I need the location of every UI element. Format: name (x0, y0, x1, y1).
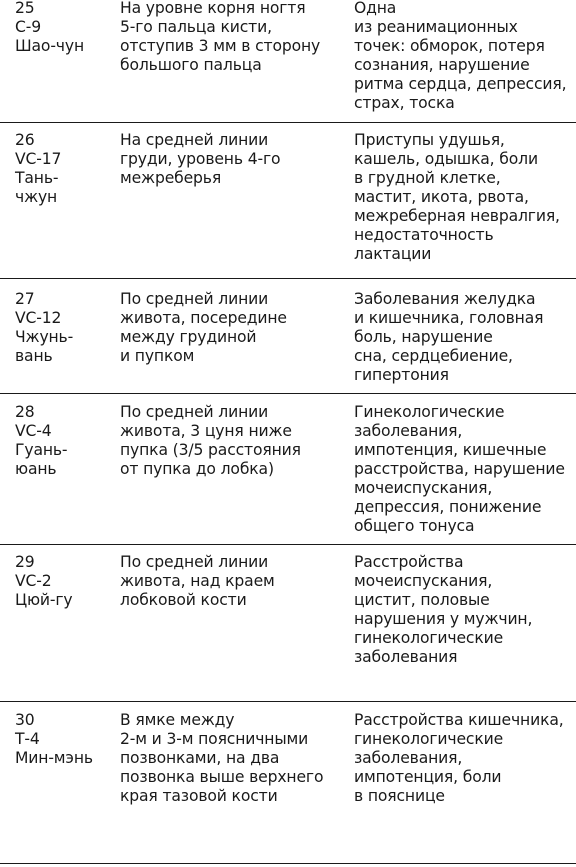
indication-line: гинекологические (354, 730, 504, 748)
point-id-cell (15, 0, 113, 56)
location-line: от пупка до лобка) (120, 460, 274, 478)
indication-line: боль, нарушение (354, 328, 493, 346)
indication-line: заболевания, (354, 422, 463, 440)
location-line: В ямке между (120, 711, 235, 729)
indication-line: Приступы удушья, (354, 131, 505, 149)
location-line: По средней линии (120, 403, 269, 421)
location-line: лобковой кости (120, 591, 247, 609)
indication-line: мочеиспускания, (354, 572, 493, 590)
location-line: межреберья (120, 169, 222, 187)
row-divider (0, 544, 576, 545)
location-line: большого пальца (120, 56, 262, 74)
indications-cell (354, 290, 576, 385)
point-name: Цюй-гу (15, 591, 73, 609)
point-number: 25 (15, 0, 35, 17)
indication-line: кашель, одышка, боли (354, 150, 538, 168)
location-line: груди, уровень 4-го (120, 150, 281, 168)
indication-line: заболевания, (354, 749, 463, 767)
point-code: VC-17 (15, 150, 62, 168)
indication-line: межреберная невралгия, (354, 207, 560, 225)
point-code: Т-4 (15, 730, 40, 748)
location-line: живота, 3 цуня ниже (120, 422, 292, 440)
location-cell (120, 131, 348, 188)
point-id-cell (15, 553, 113, 610)
location-cell (120, 403, 348, 479)
location-line: По средней линии (120, 290, 269, 308)
point-code: С-9 (15, 18, 41, 36)
location-line: отступив 3 мм в сторону (120, 37, 321, 55)
indication-line: сна, сердцебиение, (354, 347, 513, 365)
location-line: живота, посередине (120, 309, 287, 327)
indication-line: импотенция, боли (354, 768, 502, 786)
indication-line: недостаточность (354, 226, 494, 244)
indication-line: заболевания (354, 648, 458, 666)
point-id-cell (15, 131, 113, 207)
indication-line: из реанимационных (354, 18, 518, 36)
point-id-cell (15, 403, 113, 479)
point-code: VC-2 (15, 572, 52, 590)
location-line: пупка (3/5 расстояния (120, 441, 301, 459)
row-divider (0, 701, 576, 702)
row-divider (0, 122, 576, 123)
indications-cell (354, 403, 576, 536)
indication-line: сознания, нарушение (354, 56, 530, 74)
location-cell (120, 0, 348, 75)
row-divider (0, 863, 576, 864)
location-cell (120, 711, 348, 806)
location-line: между грудиной (120, 328, 257, 346)
indication-line: Одна (354, 0, 397, 17)
location-line: На уровне корня ногтя (120, 0, 306, 17)
indication-line: Расстройства кишечника, (354, 711, 564, 729)
point-id-cell (15, 290, 113, 366)
indication-line: лактации (354, 245, 432, 263)
point-name: юань (15, 460, 57, 478)
indication-line: и кишечника, головная (354, 309, 544, 327)
location-line: позвонками, на два (120, 749, 280, 767)
point-number: 29 (15, 553, 35, 571)
indications-cell (354, 131, 576, 264)
indication-line: Расстройства (354, 553, 464, 571)
location-line: и пупком (120, 347, 195, 365)
point-id-cell (15, 711, 113, 768)
point-name: Чжунь- (15, 328, 74, 346)
row-divider (0, 278, 576, 279)
point-name: Тань- (15, 169, 59, 187)
point-number: 26 (15, 131, 35, 149)
indication-line: нарушения у мужчин, (354, 610, 533, 628)
indications-cell (354, 711, 576, 806)
location-line: На средней линии (120, 131, 269, 149)
indication-line: расстройства, нарушение (354, 460, 565, 478)
point-name: Шао-чун (15, 37, 84, 55)
location-line: живота, над краем (120, 572, 275, 590)
indication-line: точек: обморок, потеря (354, 37, 545, 55)
indications-cell (354, 553, 576, 667)
point-number: 30 (15, 711, 35, 729)
point-name: Гуань- (15, 441, 68, 459)
indication-line: депрессия, понижение (354, 498, 542, 516)
indication-line: цистит, половые (354, 591, 490, 609)
indication-line: в пояснице (354, 787, 445, 805)
location-line: позвонка выше верхнего (120, 768, 324, 786)
indication-line: ритма сердца, депрессия, (354, 75, 567, 93)
row-divider (0, 393, 576, 394)
indication-line: страх, тоска (354, 94, 455, 112)
point-code: VC-12 (15, 309, 62, 327)
indication-line: Гинекологические (354, 403, 505, 421)
location-cell (120, 290, 348, 366)
point-name: вань (15, 347, 53, 365)
location-cell (120, 553, 348, 610)
location-line: 2-м и 3-м поясничными (120, 730, 309, 748)
indication-line: общего тонуса (354, 517, 475, 535)
indication-line: Заболевания желудка (354, 290, 536, 308)
indication-line: мочеиспускания, (354, 479, 493, 497)
point-name: чжун (15, 188, 58, 206)
indication-line: в грудной клетке, (354, 169, 501, 187)
indication-line: мастит, икота, рвота, (354, 188, 529, 206)
indication-line: импотенция, кишечные (354, 441, 547, 459)
indications-cell (354, 0, 576, 113)
point-number: 28 (15, 403, 35, 421)
point-number: 27 (15, 290, 35, 308)
location-line: края тазовой кости (120, 787, 278, 805)
indication-line: гинекологические (354, 629, 504, 647)
point-name: Мин-мэнь (15, 749, 93, 767)
location-line: По средней линии (120, 553, 269, 571)
point-code: VC-4 (15, 422, 52, 440)
location-line: 5-го пальца кисти, (120, 18, 272, 36)
indication-line: гипертония (354, 366, 449, 384)
